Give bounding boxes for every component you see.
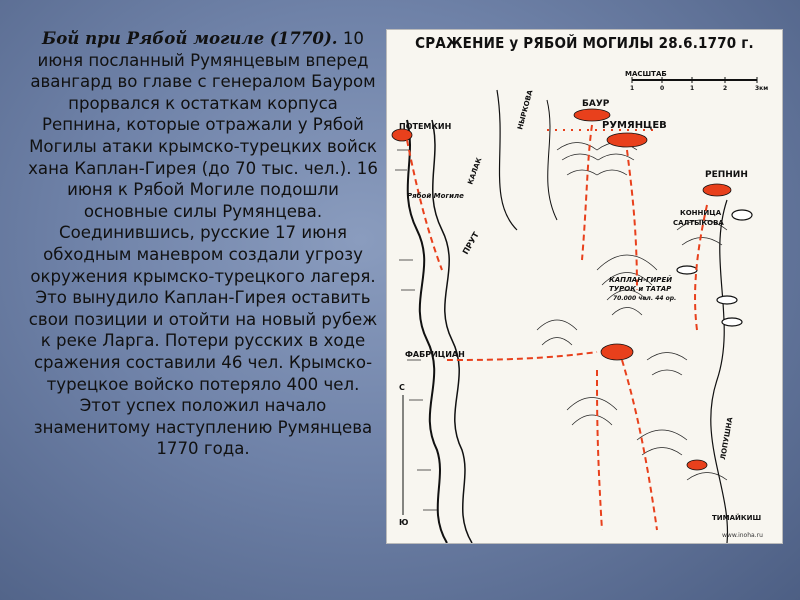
slide-body: 10 июня посланный Румянцевым вперед авангард во главе с генералом Бауром прорвался к остаткам корпуса Репнина, которые отражали у Рябой Могилы атаки крымско-турецких войск хана Каплан-Гирея (до 70 тыс. чел.). 16 июня к Рябой Могиле подошли основные силы Румянцева. Соединившись, русские 17 июня обходным маневром создали угрозу окружения крымско-турецкого лагеря. Это вынудило Каплан-Гирея оставить свои позиции и отойти на новый рубеж к реке Ларга. Потери русских в ходе сражения составили 46 чел. Крымско-турецкое войско потеряло 400 чел. Этот успех положил начало знаменитому наступлению Румянцева 1770 года. bbox=[28, 29, 378, 459]
rumyantsev-position bbox=[607, 133, 647, 147]
label-kalak: КАЛАК bbox=[466, 156, 484, 186]
compass bbox=[399, 383, 408, 527]
label-ryabaya: Рябой Могиле bbox=[407, 192, 464, 200]
scale-tick-1: 0 bbox=[660, 85, 665, 92]
label-rumyantsev: РУМЯНЦЕВ bbox=[602, 120, 667, 131]
label-timaikish: ТИМАЙКИШ bbox=[712, 514, 762, 522]
label-potemkin: ПОТЕМКИН bbox=[399, 122, 452, 131]
label-konnitsa: КОННИЦА bbox=[680, 209, 722, 217]
label-kaplan-1: КАПЛАН-ГИРЕЙ bbox=[609, 276, 673, 284]
russian-positions bbox=[392, 109, 731, 470]
map-credit: www.inoha.ru bbox=[722, 532, 763, 539]
label-baur: БАУР bbox=[582, 99, 610, 109]
prut-river bbox=[407, 120, 447, 543]
turkish-positions bbox=[677, 210, 752, 326]
label-lopushna: ЛОПУШНА bbox=[719, 416, 735, 461]
slide-text bbox=[28, 28, 378, 600]
label-saltykova: САЛТЫКОВА bbox=[673, 219, 724, 227]
marsh-hatching bbox=[395, 150, 437, 510]
map-drawing bbox=[387, 30, 782, 543]
label-repnin: РЕПНИН bbox=[705, 170, 748, 180]
label-nyrkova: НЫРКОВА bbox=[516, 89, 535, 131]
label-kaplan-2: ТУРОК и ТАТАР bbox=[609, 285, 672, 293]
scale-tick-2: 1 bbox=[690, 85, 695, 92]
south-position bbox=[687, 460, 707, 470]
label-kaplan-3: 70.000 чел. 44 ор. bbox=[613, 295, 677, 302]
label-prut: ПРУТ bbox=[460, 230, 481, 256]
scale-bar bbox=[625, 70, 768, 92]
repnin-position bbox=[703, 184, 731, 196]
slide-lead: Бой при Рябой могиле (1770). bbox=[42, 28, 338, 48]
scale-tick-3: 2 bbox=[723, 85, 728, 92]
map-title: СРАЖЕНИЕ у РЯБОЙ МОГИЛЫ 28.6.1770 г. bbox=[415, 34, 754, 52]
scale-tick-0: 1 bbox=[630, 85, 635, 92]
center-position bbox=[601, 344, 633, 360]
battle-map bbox=[387, 30, 782, 543]
compass-north: С bbox=[399, 383, 405, 392]
scale-tick-4: 3км bbox=[755, 85, 769, 92]
movement-arrows bbox=[407, 125, 707, 530]
compass-south: Ю bbox=[399, 518, 409, 527]
label-fabritsian: ФАБРИЦИАН bbox=[405, 350, 465, 359]
scale-label: МАСШТАБ bbox=[625, 70, 667, 78]
